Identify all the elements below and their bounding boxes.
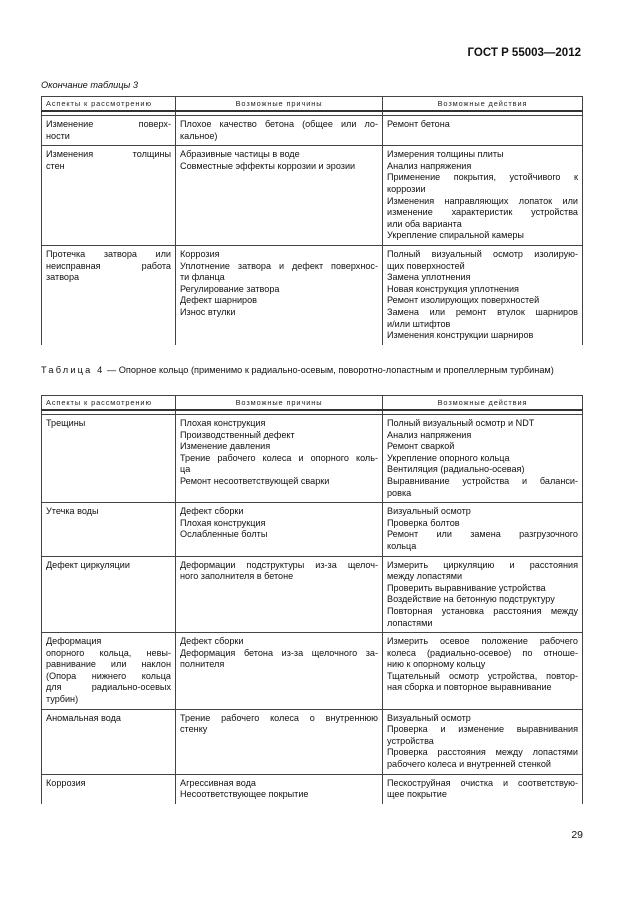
causes-line: Производственный дефект bbox=[180, 429, 295, 440]
causes-cell bbox=[176, 116, 383, 146]
actions-line: ровка bbox=[387, 487, 412, 498]
aspect-line: Коррозия bbox=[46, 777, 86, 788]
actions-line: между лопастями bbox=[387, 571, 463, 582]
aspect-line: Деформация bbox=[46, 636, 102, 647]
table-row bbox=[42, 774, 583, 804]
causes-line: Уплотнение затвора и дефект поверхнос- bbox=[180, 260, 378, 271]
aspect-cell bbox=[42, 556, 176, 633]
actions-cell bbox=[383, 633, 583, 710]
table4-caption-text: — Опорное кольцо (применимо к радиально-осевым, поворотно-лопастным и пропеллерным турбинам) bbox=[104, 365, 554, 375]
causes-line: Плохое качество бетона (общее или ло- bbox=[180, 119, 378, 129]
actions-line: щее покрытие bbox=[387, 789, 447, 800]
actions-line: Тщательный осмотр устройства, повтор- bbox=[387, 670, 578, 681]
table-row bbox=[42, 146, 583, 246]
actions-line: Ремонт бетона bbox=[387, 119, 450, 129]
causes-cell bbox=[176, 503, 383, 556]
aspect-cell bbox=[42, 709, 176, 774]
actions-line: щих поверхностей bbox=[387, 260, 465, 271]
table4-body bbox=[42, 410, 583, 804]
causes-cell bbox=[176, 633, 383, 710]
aspect-line: турбин) bbox=[46, 694, 79, 705]
causes-cell bbox=[176, 556, 383, 633]
aspect-line: стен bbox=[46, 160, 65, 171]
actions-line: Замена или ремонт втулок шарниров bbox=[387, 306, 578, 317]
actions-cell bbox=[383, 556, 583, 633]
actions-line: Выравнивание устройства и баланси- bbox=[387, 475, 578, 486]
causes-line: ного заполнителя в бетоне bbox=[180, 571, 294, 582]
standard-designation: ГОСТ Р 55003—2012 bbox=[467, 47, 581, 59]
aspect-line: Утечка воды bbox=[46, 506, 99, 517]
table-row bbox=[42, 245, 583, 344]
causes-line: ти фланца bbox=[180, 272, 225, 283]
actions-line: Визуальный осмотр bbox=[387, 506, 471, 517]
aspect-line: Аномальная вода bbox=[46, 712, 121, 723]
actions-line: Проверка расстояния между лопастями bbox=[387, 747, 578, 758]
actions-line: Вентиляция (радиально-осевая) bbox=[387, 464, 525, 475]
causes-line: Регулирование затвора bbox=[180, 283, 280, 294]
column-header-aspects: Аспекты к рассмотрению bbox=[42, 97, 176, 112]
actions-cell bbox=[383, 116, 583, 146]
causes-line: Дефект сборки bbox=[180, 506, 244, 517]
actions-line: ная сборка и повторное выравнивание bbox=[387, 682, 552, 693]
column-header-aspects: Аспекты к рассмотрению bbox=[42, 396, 176, 411]
causes-line: Ослабленные болты bbox=[180, 529, 268, 540]
aspect-line: Трещины bbox=[46, 418, 86, 428]
aspect-line: опорного кольца, невы- bbox=[46, 647, 171, 658]
actions-line: Анализ напряжения bbox=[387, 429, 472, 440]
column-header-actions: Возможные действия bbox=[383, 97, 583, 112]
actions-cell bbox=[383, 774, 583, 804]
page-number: 29 bbox=[571, 829, 583, 841]
actions-line: Новая конструкция уплотнения bbox=[387, 283, 519, 294]
causes-line: стенку bbox=[180, 724, 208, 735]
aspect-line: неисправная работа bbox=[46, 260, 171, 271]
causes-line: Агрессивная вода bbox=[180, 777, 256, 788]
causes-cell bbox=[176, 245, 383, 344]
causes-line: Трение рабочего колеса о внутреннюю bbox=[180, 712, 378, 723]
aspect-cell bbox=[42, 774, 176, 804]
actions-line: Замена уплотнения bbox=[387, 272, 471, 283]
causes-line: Трение рабочего колеса и опорного коль- bbox=[180, 452, 378, 463]
causes-line: Дефект сборки bbox=[180, 636, 244, 647]
causes-line: Износ втулки bbox=[180, 306, 236, 317]
actions-line: кольца bbox=[387, 540, 417, 551]
table4-caption bbox=[41, 364, 589, 376]
actions-cell bbox=[383, 503, 583, 556]
actions-line: Повторная установка расстояния между bbox=[387, 605, 578, 616]
table3-body bbox=[42, 111, 583, 345]
causes-cell bbox=[176, 709, 383, 774]
table4 bbox=[41, 395, 583, 804]
aspect-cell bbox=[42, 116, 176, 146]
actions-line: нию к опорному кольцу bbox=[387, 659, 486, 670]
causes-cell bbox=[176, 415, 383, 503]
causes-cell bbox=[176, 774, 383, 804]
aspect-line: затвора bbox=[46, 272, 80, 283]
causes-line: ца bbox=[180, 464, 191, 475]
aspect-line: Изменения толщины bbox=[46, 149, 171, 160]
actions-line: Применение покрытия, устойчивого к bbox=[387, 172, 578, 183]
actions-line: Изменения конструкции шарниров bbox=[387, 330, 534, 341]
causes-cell bbox=[176, 146, 383, 246]
aspect-line: Изменение поверх- bbox=[46, 119, 171, 129]
actions-cell bbox=[383, 709, 583, 774]
actions-line: Укрепление опорного кольца bbox=[387, 452, 510, 463]
table3 bbox=[41, 96, 583, 345]
actions-cell bbox=[383, 415, 583, 503]
table-row bbox=[42, 709, 583, 774]
actions-line: Проверка и изменение выравнивания bbox=[387, 724, 578, 735]
table-row bbox=[42, 633, 583, 710]
actions-line: Проверка болтов bbox=[387, 517, 460, 528]
table-row bbox=[42, 503, 583, 556]
aspect-line: Протечка затвора или bbox=[46, 248, 171, 259]
actions-line: и/или штифтов bbox=[387, 318, 451, 329]
actions-line: устройства bbox=[387, 735, 434, 746]
aspect-cell bbox=[42, 503, 176, 556]
causes-line: Абразивные частицы в воде bbox=[180, 149, 300, 160]
actions-line: Анализ напряжения bbox=[387, 160, 472, 171]
actions-line: Измерить осевое положение рабочего bbox=[387, 636, 578, 647]
causes-line: Ремонт несоответствующей сварки bbox=[180, 475, 330, 486]
actions-line: Изменения направляющих лопаток или bbox=[387, 195, 578, 206]
actions-line: коррозии bbox=[387, 183, 426, 194]
table-row bbox=[42, 116, 583, 146]
actions-line: лопастями bbox=[387, 617, 433, 628]
actions-line: Воздействие на бетонную подструктуру bbox=[387, 594, 555, 605]
actions-line: колеса (радиально-осевое) по отноше- bbox=[387, 647, 578, 658]
causes-line: Совместные эффекты коррозии и эрозии bbox=[180, 160, 356, 171]
actions-line: Укрепление спиральной камеры bbox=[387, 230, 524, 241]
aspect-line: ности bbox=[46, 130, 70, 141]
actions-line: изменение характеристик устройства bbox=[387, 207, 578, 218]
column-header-causes: Возможные причины bbox=[176, 97, 383, 112]
aspect-line: равнивание или наклон bbox=[46, 659, 171, 670]
aspect-cell bbox=[42, 633, 176, 710]
causes-line: Дефект шарниров bbox=[180, 295, 257, 306]
actions-line: или оба варианта bbox=[387, 218, 462, 229]
aspect-line: для радиально-осевых bbox=[46, 682, 171, 693]
actions-line: Визуальный осмотр bbox=[387, 712, 471, 723]
actions-line: Ремонт изолирующих поверхностей bbox=[387, 295, 540, 306]
causes-line: Изменение давления bbox=[180, 441, 271, 452]
actions-line: Полный визуальный осмотр изолирую- bbox=[387, 248, 578, 259]
causes-line: Коррозия bbox=[180, 248, 220, 259]
causes-line: Плохая конструкция bbox=[180, 418, 266, 428]
aspect-cell bbox=[42, 415, 176, 503]
causes-line: Деформации подструктуры из-за щелоч- bbox=[180, 559, 378, 570]
actions-line: Ремонт или замена разгрузочного bbox=[387, 529, 578, 540]
actions-line: Проверить выравнивание устройства bbox=[387, 582, 546, 593]
table4-caption-lead: Таблица 4 bbox=[41, 365, 105, 375]
aspect-line: Дефект циркуляции bbox=[46, 559, 130, 570]
aspect-cell bbox=[42, 245, 176, 344]
actions-line: Пескоструйная очистка и соответствую- bbox=[387, 777, 578, 788]
causes-line: Несоответствующее покрытие bbox=[180, 789, 309, 800]
actions-line: Измерить циркуляцию и расстояния bbox=[387, 559, 578, 570]
causes-line: кальное) bbox=[180, 130, 218, 141]
actions-cell bbox=[383, 146, 583, 246]
actions-line: Полный визуальный осмотр и NDT bbox=[387, 418, 535, 428]
actions-line: рабочего колеса и внутренней стенкой bbox=[387, 759, 552, 770]
table-row bbox=[42, 556, 583, 633]
causes-line: Деформация бетона из-за щелочного за- bbox=[180, 647, 378, 658]
actions-line: Ремонт сваркой bbox=[387, 441, 455, 452]
column-header-actions: Возможные действия bbox=[383, 396, 583, 411]
actions-cell bbox=[383, 245, 583, 344]
causes-line: полнителя bbox=[180, 659, 225, 670]
table3-caption: Окончание таблицы 3 bbox=[41, 80, 138, 90]
aspect-line: (Опора нижнего кольца bbox=[46, 670, 171, 681]
column-header-causes: Возможные причины bbox=[176, 396, 383, 411]
aspect-cell bbox=[42, 146, 176, 246]
actions-line: Измерения толщины плиты bbox=[387, 149, 504, 160]
causes-line: Плохая конструкция bbox=[180, 517, 266, 528]
table-row bbox=[42, 415, 583, 503]
